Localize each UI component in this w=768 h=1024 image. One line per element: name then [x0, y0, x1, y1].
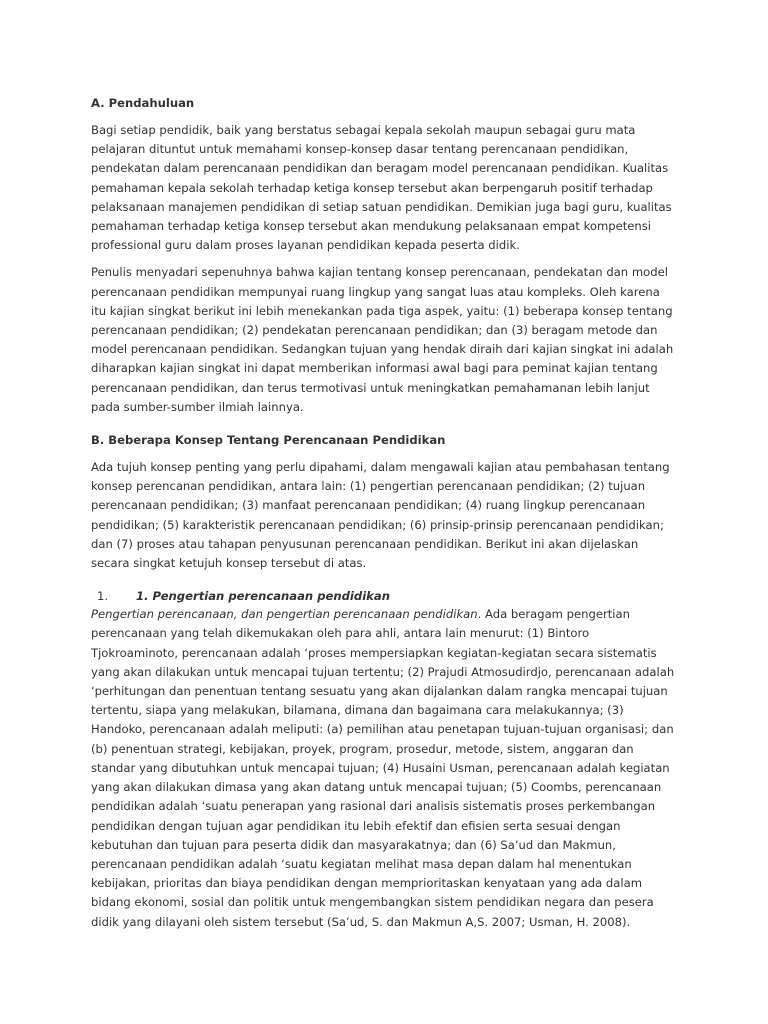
item-1-body-text: . Ada beragam pengertian perencanaan yang telah dikemukakan oleh para ahli, antara lain menurut: (1) Bintoro Tjokroaminoto, perencanaan adalah ‘proses mempersiapkan kegiatan-kegiatan secara sistematis yang akan dilakukan untuk mencapai tujuan tertentu; (2) Prajudi Atmosudirdjo, perencanaan adalah ‘perhitungan dan penentuan tentang sesuatu yang akan dijalankan dalam rangka mencapai tujuan tertentu, siapa yang melakukan, bilamana, dimana dan bagaimana cara melakukannya; (3) Handoko, perencanaan adalah meliputi: (a) pemilihan atau penetapan tujuan-tujuan organisasi; dan (b) penentuan strategi, kebijakan, proyek, program, prosedur, metode, sistem, anggaran dan standar yang dibutuhkan untuk mencapai tujuan; (4) Husaini Usman, perencanaan adalah kegiatan yang akan dilakukan dimasa yang akan datang untuk mencapai tujuan; (5) Coombs, perencanaan pendidikan adalah ‘suatu penerapan yang rasional dari analisis sistematis proses perkembangan pendidikan dengan tujuan agar pendidikan itu lebih efektif dan efisien serta sesuai dengan kebutuhan dan tujuan para peserta didik dan masyarakatnya; dan (6) Sa’ud dan Makmun, perencanaan pendidikan adalah ‘suatu kegiatan melihat masa depan dalam hal menentukan kebijakan, prioritas dan biaya pendidikan dengan memprioritaskan kenyataan yang ada dalam bidang ekonomi, sosial dan politik untuk mengembangkan sistem pendidikan negara dan pesera didik yang dilayani oleh sistem tersebut (Sa’ud, S. dan Makmun A,S. 2007; Usman, H. 2008).: [91, 607, 675, 929]
section-a-paragraph-2: Penulis menyadari sepenuhnya bahwa kajian tentang konsep perencanaan, pendekatan dan model perencanaan pendidikan mempunyai ruang lingkup yang sangat luas atau kompleks. Oleh karena itu kajian singkat berikut ini lebih menekankan pada tiga aspek, yaitu: (1) beberapa konsep tentang perencanaan pendidikan; (2) pendekatan perencanaan pendidikan; dan (3) beragam metode dan model perencanaan pendidikan. Sedangkan tujuan yang hendak diraih dari kajian singkat ini adalah diharapkan kajian singkat ini dapat memberikan informasi awal bagi para peminat kajian tentang perencanaan pendidikan, dan terus termotivasi untuk meningkatkan pemahamanan lebih lanjut pada sumber-sumber ilmiah lainnya.: [91, 265, 674, 414]
item-1-italic-lead: Pengertian perencanaan, dan pengertian perencanaan pendidikan: [91, 607, 478, 622]
item-1-paragraph: [91, 605, 678, 931]
section-b-heading: B. Beberapa Konsep Tentang Perencanaan Pendidikan: [91, 433, 446, 448]
section-b-intro-paragraph: Ada tujuh konsep penting yang perlu dipahami, dalam mengawali kajian atau pembahasan tentang konsep perencanan pendidikan, antara lain: (1) pengertian perencanaan pendidikan; (2) tujuan perencanaan pendidikan; (3) manfaat perencanaan pendidikan; (4) ruang lingkup perencanaan pendidikan; (5) karakteristik perencanaan pendidikan; (6) prinsip-prinsip perencanaan pendidikan; dan (7) proses atau tahapan penyusunan perencanaan pendidikan. Berikut ini akan dijelaskan secara singkat ketujuh konsep tersebut di atas.: [91, 460, 670, 571]
list-item-title: 1. Pengertian perencanaan pendidikan: [136, 589, 390, 604]
list-item-1-header: [91, 587, 678, 605]
list-item-number: 1.: [97, 589, 109, 604]
section-a-heading: A. Pendahuluan: [91, 96, 195, 110]
section-a-paragraph-1: Bagi setiap pendidik, baik yang berstatus sebagai kepala sekolah maupun sebagai guru mata pelajaran dituntut untuk memahami konsep-konsep dasar tentang perencanaan pendidikan, pendekatan dalam perencanaan pendidikan dan beragam model perencanaan pendidikan. Kualitas pemahaman kepala sekolah terhadap ketiga konsep tersebut akan berpengaruh positif terhadap pelaksanaan manajemen pendidikan di setiap satuan pendidikan. Demikian juga bagi guru, kualitas pemahaman terhadap ketiga konsep tersebut akan mendukung pelaksanaan empat kompetensi professional guru dalam proses layanan pendidikan kepada peserta didik.: [91, 123, 672, 253]
